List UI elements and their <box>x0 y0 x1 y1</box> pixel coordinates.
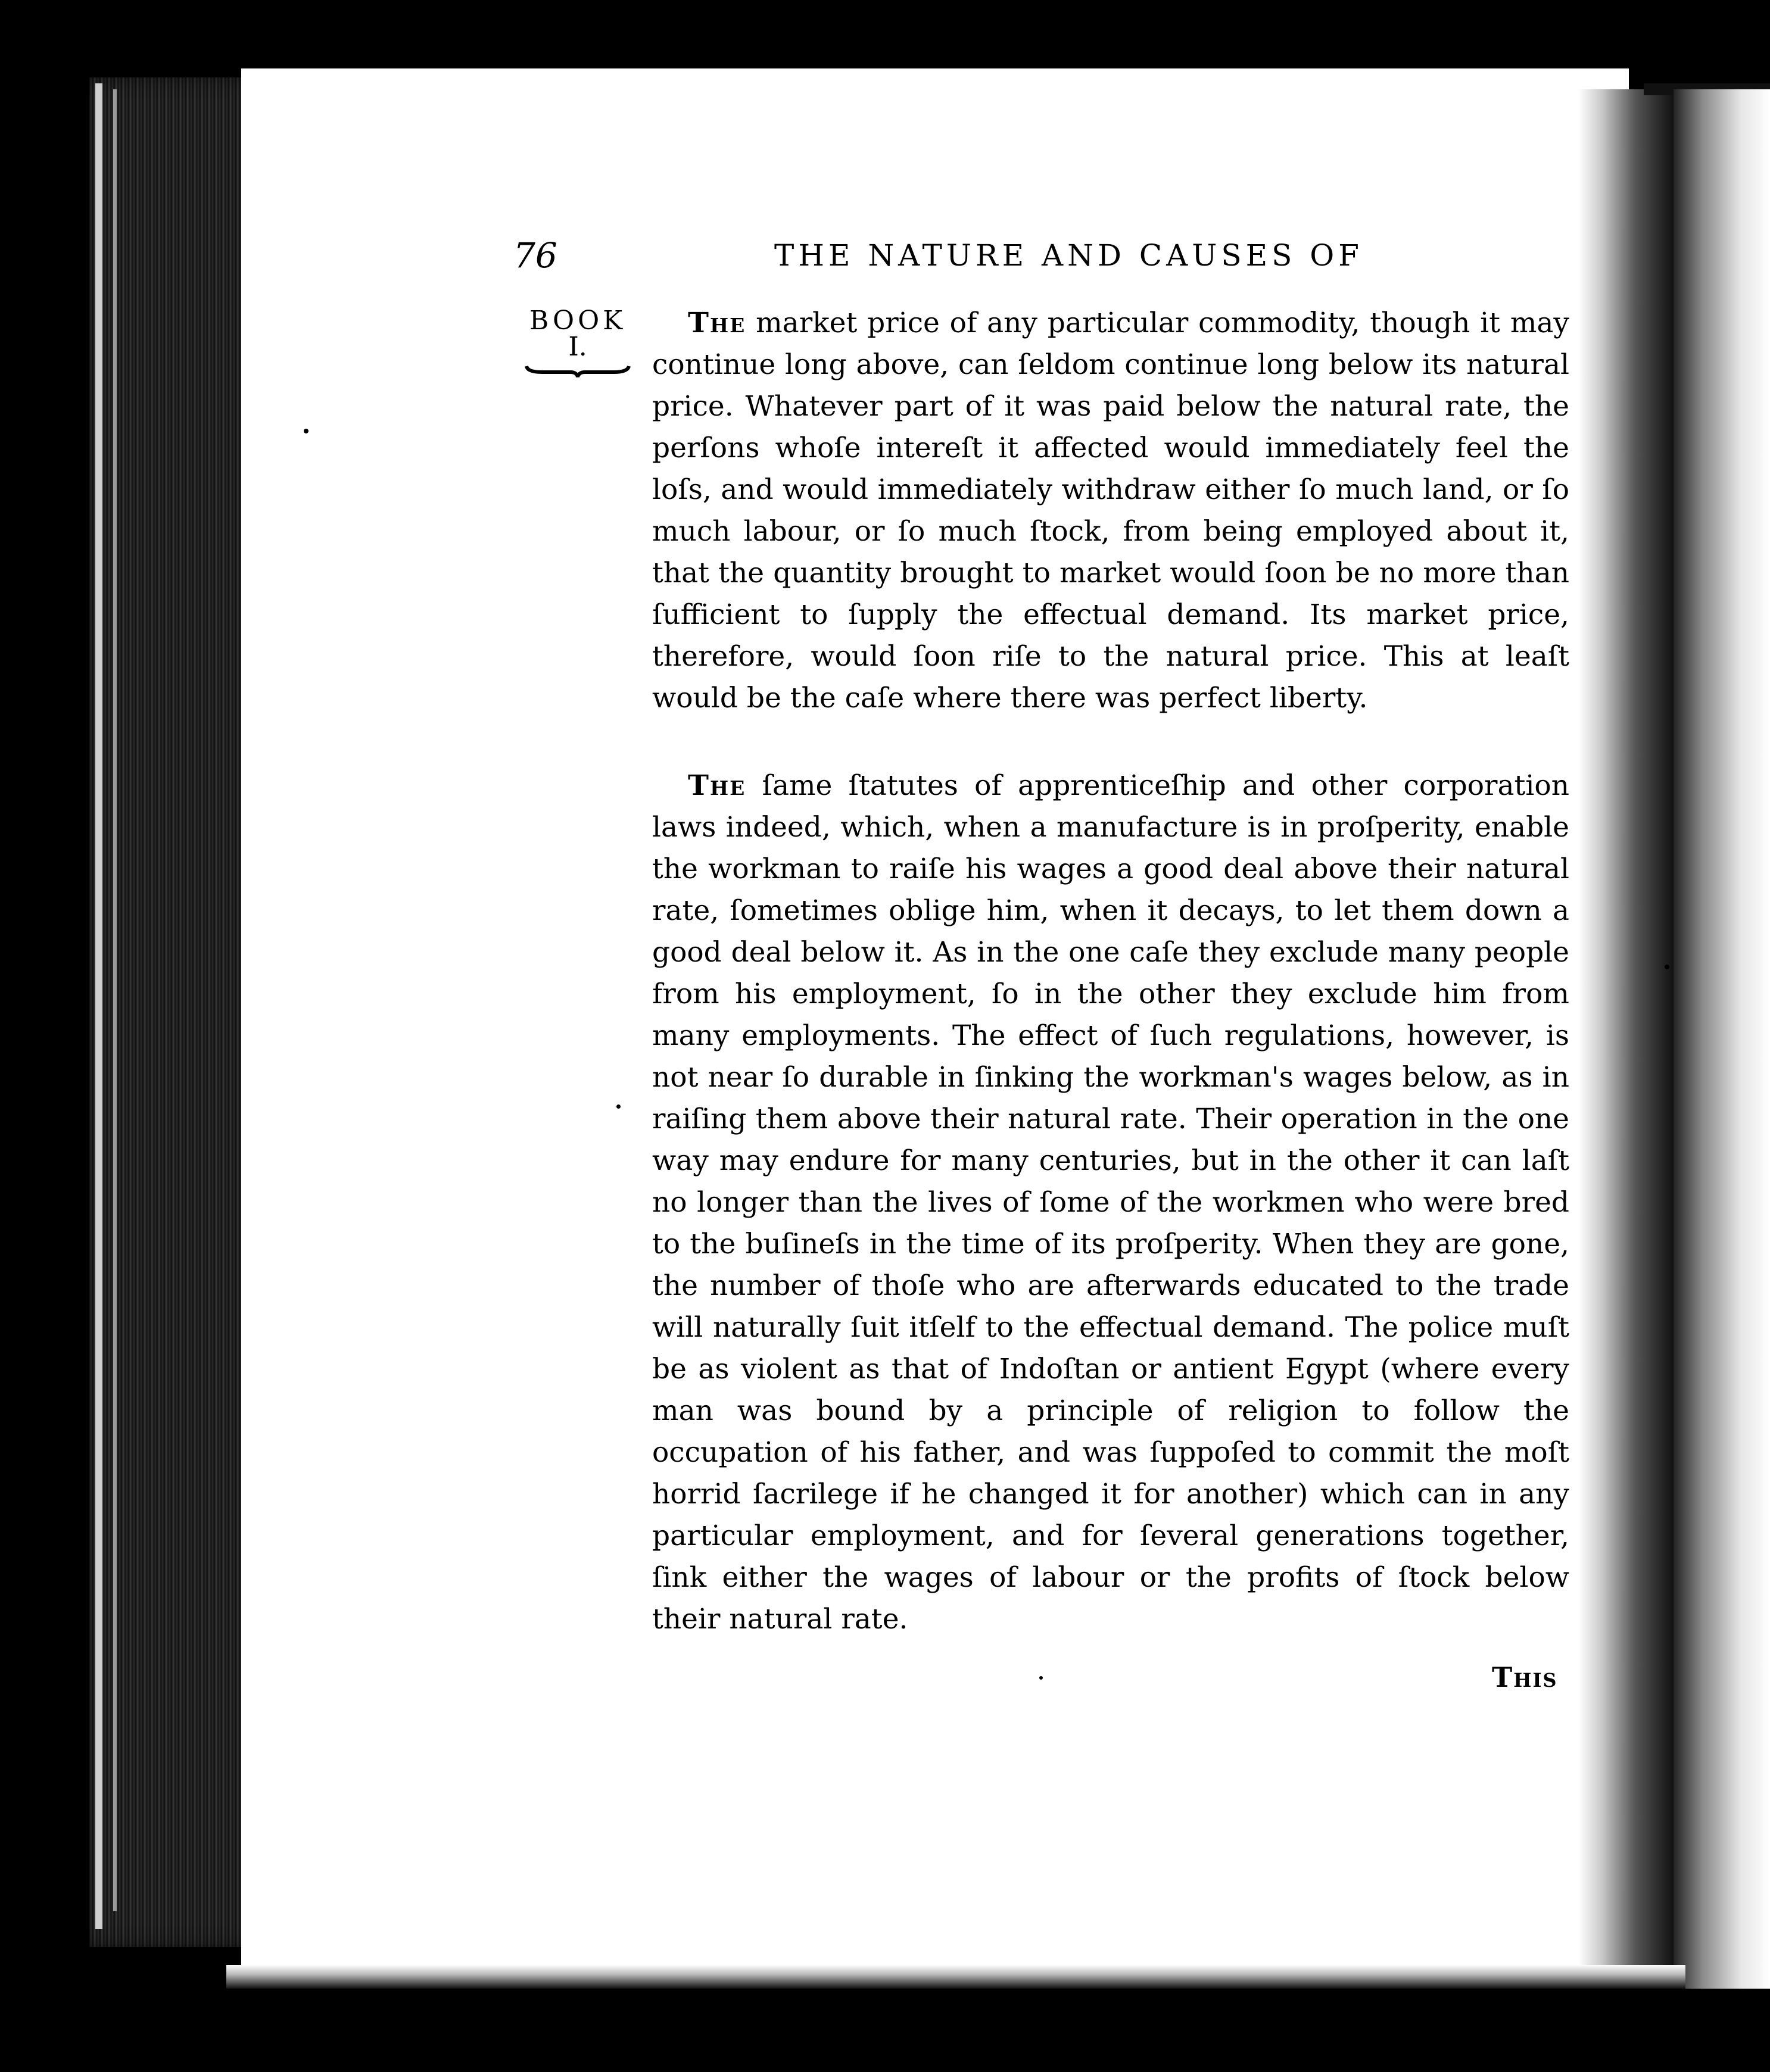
paragraph-1-text: market price of any particular commodity, though it may continue long above, can ſeldom continue long below its natural price. Whatever part of it was paid below the natural rate, the perſons whoſe intereſt it affected would immediately feel the loſs, and would immediately withdraw either ſo much land, or ſo much labour, or ſo much ſtock, from being employed about it, that the quantity brought to market would ſoon be no more than ſufficient to ſupply the effectual demand. Its market price, therefore, would ſoon riſe to the natural price. This at leaſt would be the caſe where there was perfect liberty. <box>652 307 1569 714</box>
paragraph-1-lead: The <box>688 307 746 339</box>
page-gutter-shadow <box>1578 89 1674 1983</box>
ink-speck <box>304 429 308 433</box>
paragraph-2-text: ſame ſtatutes of apprenticeſhip and other corporation laws indeed, which, when a manufacture is in proſperity, enable the workman to raiſe his wages a good deal above their natural rate, ſometimes oblige him, when it decays, to let them down a good deal below it. As in the one caſe they exclude many people from his employment, ſo in the other they exclude him from many employments. The effect of ſuch regulations, however, is not near ſo durable in ſinking the workman's wages below, as in raiſing them above their natural rate. Their operation in the one way may endure for many centuries, but in the other it can laſt no longer than the lives of ſome of the workmen who were bred to the buſineſs in the time of its proſperity. When they are gone, the number of thoſe who are afterwards educated to the trade will naturally ſuit itſelf to the effectual demand. The police muſt be as violent as that of Indoſtan or antient Egypt (where every man was bound by a principle of religion to follow the occupation of his father, and was ſuppoſed to commit the moſt horrid ſacrilege if he changed it for another) which can in any particular employment, and for ſeveral generations together, ſink either the wages of labour or the profits of ſtock below their natural rate. <box>652 769 1569 1636</box>
page-number: 76 <box>513 235 557 276</box>
facing-page-edge <box>1674 89 1770 1989</box>
paragraph-1 <box>652 302 1569 719</box>
paragraph-2-lead: The <box>688 769 746 802</box>
brace-ornament-icon <box>524 363 631 378</box>
ink-speck <box>616 1104 621 1109</box>
running-head <box>0 235 1770 277</box>
book-edge-highlight <box>95 83 102 1929</box>
running-title: THE NATURE AND CAUSES OF <box>774 238 1363 273</box>
ink-speck <box>1039 1676 1043 1680</box>
ink-speck <box>1665 965 1669 969</box>
book-edge-highlight-2 <box>113 89 117 1911</box>
marginal-note <box>521 307 634 378</box>
book-number: I. <box>568 332 587 362</box>
page-bottom-shadow <box>226 1965 1685 1989</box>
book-label: BOOK <box>529 305 627 336</box>
catchword: This <box>1492 1661 1558 1693</box>
paragraph-2 <box>652 765 1569 1640</box>
